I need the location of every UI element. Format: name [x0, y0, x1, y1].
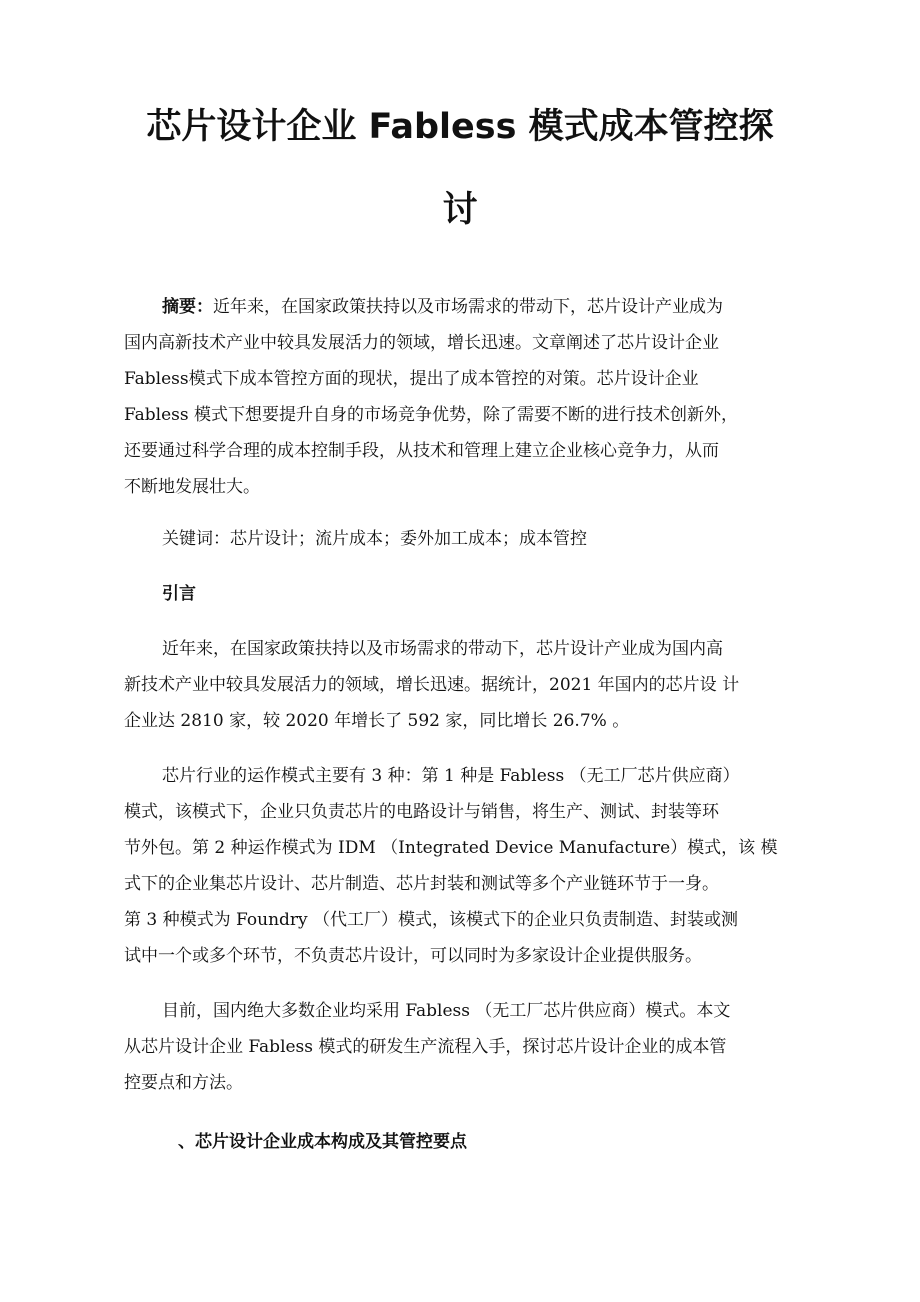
abstract-paragraph [124, 289, 800, 505]
paragraph-line: 从芯片设计企业 Fabless 模式的研发生产流程入手，探讨芯片设计企业的成本管 [124, 1037, 727, 1057]
keywords-paragraph [124, 521, 800, 557]
paper-title-line-1: 芯片设计企业 Fabless 模式成本管控探 [146, 107, 774, 147]
abstract-label: 摘要： [162, 297, 213, 317]
paper-title-line-2: 讨 [442, 190, 478, 230]
intro-paragraph-1 [124, 631, 800, 739]
paragraph-line: 芯片行业的运作模式主要有 3 种：第 1 种是 Fabless （无工厂芯片供应商） [162, 766, 740, 786]
paragraph-line: 目前，国内绝大多数企业均采用 Fabless （无工厂芯片供应商）模式。本文 [162, 1001, 731, 1021]
abstract-line: Fabless模式下成本管控方面的现状，提出了成本管控的对策。芯片设计企业 [124, 369, 699, 389]
section-heading: 、芯片设计企业成本构成及其管控要点 [178, 1132, 467, 1152]
paragraph-line: 试中一个或多个环节，不负责芯片设计，可以同时为多家设计企业提供服务。 [124, 946, 702, 966]
abstract-line: 还要通过科学合理的成本控制手段，从技术和管理上建立企业核心竞争力，从而 [124, 441, 719, 461]
abstract-line: 摘要：近年来，在国家政策扶持以及市场需求的带动下，芯片设计产业成为 [162, 297, 723, 317]
intro-paragraph-2 [124, 758, 800, 974]
paragraph-line: 控要点和方法。 [124, 1073, 243, 1093]
paragraph-line: 新技术产业中较具发展活力的领域，增长迅速。据统计，2021 年国内的芯片设 计 [124, 675, 740, 695]
abstract-line: 国内高新技术产业中较具发展活力的领域，增长迅速。文章阐述了芯片设计企业 [124, 333, 719, 353]
paragraph-line: 企业达 2810 家，较 2020 年增长了 592 家，同比增长 26.7% 。 [124, 711, 630, 731]
intro-heading: 引言 [162, 584, 196, 604]
paragraph-line: 模式，该模式下，企业只负责芯片的电路设计与销售，将生产、测试、封装等环 [124, 802, 719, 822]
abstract-line: Fabless 模式下想要提升自身的市场竞争优势，除了需要不断的进行技术创新外， [124, 405, 739, 425]
paragraph-line: 式下的企业集芯片设计、芯片制造、芯片封装和测试等多个产业链环节于一身。 [124, 874, 719, 894]
paragraph-line: 第 3 种模式为 Foundry （代工厂）模式，该模式下的企业只负责制造、封装或测 [124, 910, 739, 930]
abstract-line: 不断地发展壮大。 [124, 477, 260, 497]
keywords-line: 关键词：芯片设计；流片成本；委外加工成本；成本管控 [162, 529, 587, 549]
paragraph-line: 近年来，在国家政策扶持以及市场需求的带动下，芯片设计产业成为国内高 [162, 639, 723, 659]
intro-paragraph-3 [124, 993, 800, 1101]
paragraph-line: 节外包。第 2 种运作模式为 IDM （Integrated Device Manufacture）模式，该 模 [124, 838, 778, 858]
